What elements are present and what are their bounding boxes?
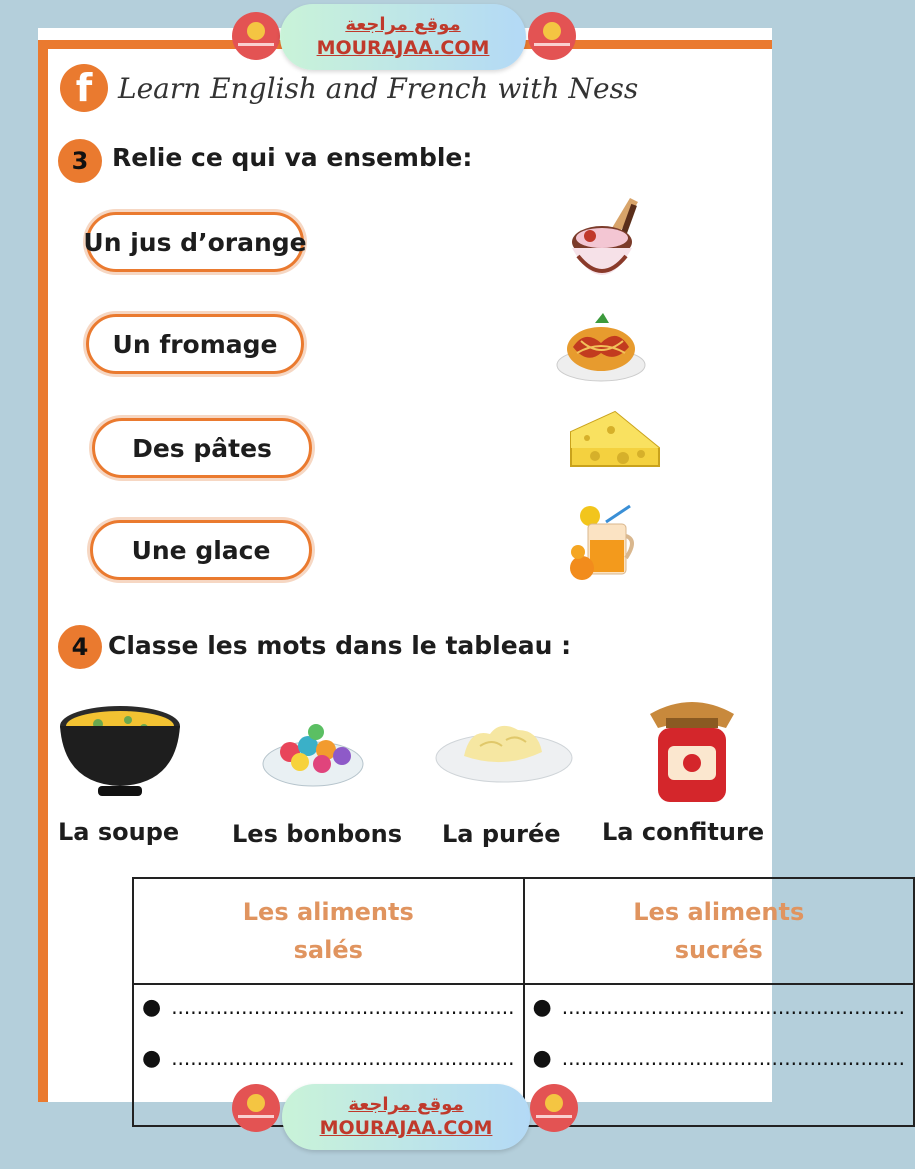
- spaghetti-plate-image[interactable]: [555, 303, 647, 389]
- blank-line: ......................................................: [561, 995, 906, 1019]
- soup-bowl-image: [58, 698, 182, 802]
- header-sweet-line2: sucrés: [674, 936, 763, 964]
- watermark-site[interactable]: MOURAJAA.COM: [316, 37, 490, 59]
- exercise-4-instruction: Classe les mots dans le tableau :: [108, 631, 572, 660]
- facebook-icon: f: [60, 64, 108, 112]
- blank-line: ......................................................: [171, 995, 515, 1019]
- header-salty-line2: salés: [293, 936, 363, 964]
- match-item-cheese[interactable]: Un fromage: [86, 314, 304, 374]
- orange-juice-image[interactable]: [568, 502, 642, 584]
- brand-text: Learn English and French with Ness: [118, 71, 639, 105]
- blank-line: ......................................................: [171, 1046, 515, 1070]
- candy-plate-image: [260, 706, 366, 792]
- site-logo-icon: [232, 1084, 280, 1132]
- header-salty-line1: Les aliments: [242, 897, 414, 926]
- food-label-soup: La soupe: [58, 818, 180, 846]
- exercise-3-number: 3: [58, 139, 102, 183]
- watermark-site[interactable]: MOURAJAA.COM: [319, 1117, 493, 1139]
- watermark-badge-bottom[interactable]: [282, 1084, 530, 1150]
- jam-jar-image: [642, 688, 742, 806]
- blank-line: ......................................................: [561, 1046, 906, 1070]
- worksheet-page: [38, 28, 906, 1102]
- brand-header: [60, 64, 638, 112]
- answer-line[interactable]: [533, 1046, 906, 1071]
- exercise-3-instruction: Relie ce qui va ensemble:: [112, 143, 473, 172]
- watermark-arabic: موقع مراجعة: [345, 14, 461, 35]
- mashed-potato-image: [434, 712, 574, 786]
- site-logo-icon: [530, 1084, 578, 1132]
- header-salty: [133, 878, 524, 984]
- food-label-jam: La confiture: [602, 818, 765, 846]
- site-logo-icon: [528, 12, 576, 60]
- match-item-orange-juice[interactable]: Un jus d’orange: [86, 212, 304, 272]
- exercise-4-number: 4: [58, 625, 102, 669]
- bullet: ●: [142, 995, 162, 1020]
- watermark-badge-top[interactable]: [280, 4, 526, 70]
- match-item-ice-cream[interactable]: Une glace: [90, 520, 312, 580]
- food-label-puree: La purée: [442, 820, 561, 848]
- header-sweet: [524, 878, 915, 984]
- cheese-wedge-image[interactable]: [565, 408, 661, 474]
- bullet: ●: [532, 995, 552, 1020]
- sweet-answer-cell[interactable]: [524, 984, 915, 1126]
- bullet: ●: [532, 1046, 552, 1071]
- ice-cream-sundae-image[interactable]: [560, 190, 650, 290]
- header-sweet-line1: Les aliments: [633, 897, 805, 926]
- left-orange-border: [38, 40, 48, 1102]
- site-logo-icon: [232, 12, 280, 60]
- food-label-candy: Les bonbons: [232, 820, 403, 848]
- bullet: ●: [142, 1046, 162, 1071]
- match-item-pasta[interactable]: Des pâtes: [92, 418, 312, 478]
- watermark-arabic: موقع مراجعة: [348, 1094, 464, 1115]
- answer-line[interactable]: [142, 995, 515, 1020]
- answer-line[interactable]: [533, 995, 906, 1020]
- answer-line[interactable]: [142, 1046, 515, 1071]
